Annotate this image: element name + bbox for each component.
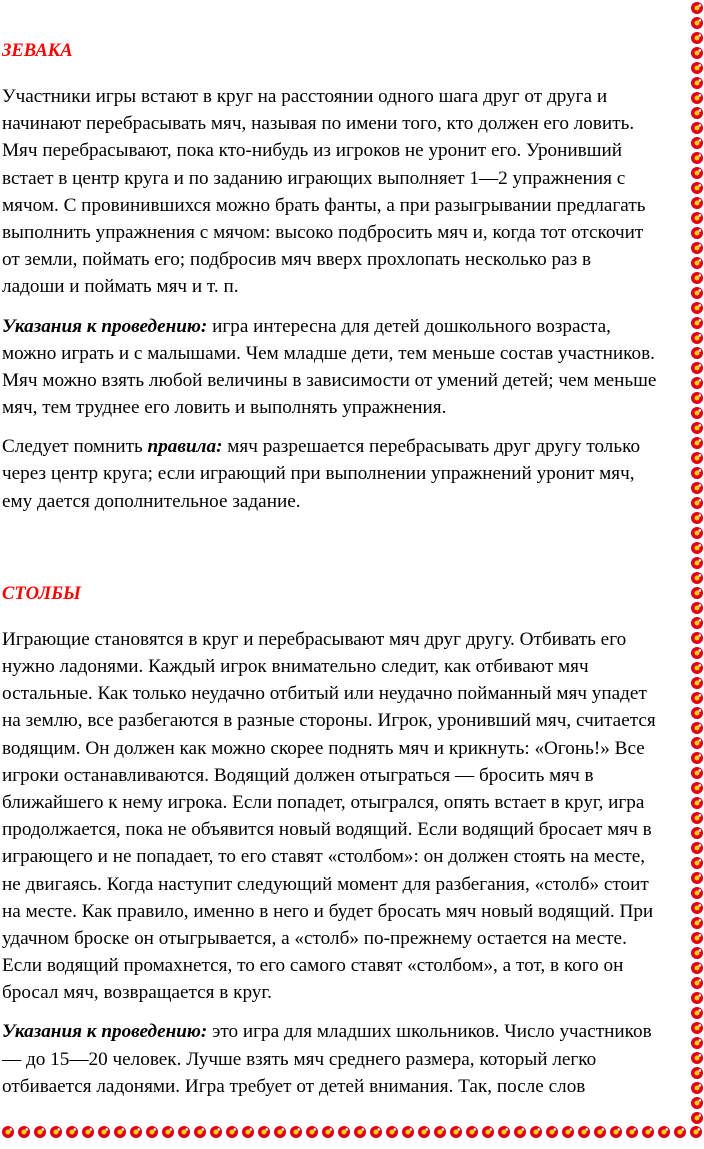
flower-icon bbox=[178, 1126, 190, 1138]
flower-icon bbox=[691, 242, 703, 254]
flower-icon bbox=[691, 407, 703, 419]
flower-icon bbox=[691, 122, 703, 134]
text-line: мячом. С провинившихся можно брать фанты, а при разыгрывании предлагать bbox=[2, 194, 646, 216]
text-line: играющего и не попадает, то его ставят «столбом»: он должен стоять на месте, bbox=[2, 846, 646, 868]
flower-icon bbox=[691, 302, 703, 314]
section-title-zevaka: ЗЕВАКА bbox=[2, 41, 73, 61]
flower-icon bbox=[691, 92, 703, 104]
flower-icon bbox=[114, 1126, 126, 1138]
flower-icon bbox=[691, 1052, 703, 1064]
flower-icon bbox=[691, 992, 703, 1004]
flower-icon bbox=[290, 1126, 302, 1138]
flower-icon bbox=[258, 1126, 270, 1138]
flower-icon bbox=[691, 47, 703, 59]
flower-icon bbox=[691, 977, 703, 989]
flower-icon bbox=[691, 422, 703, 434]
flower-icon bbox=[498, 1126, 510, 1138]
flower-icon bbox=[691, 692, 703, 704]
flower-icon bbox=[691, 392, 703, 404]
flower-icon bbox=[691, 917, 703, 929]
flower-icon bbox=[691, 947, 703, 959]
flower-icon bbox=[691, 722, 703, 734]
section-title-stolby: СТОЛБЫ bbox=[2, 583, 81, 604]
flower-icon bbox=[691, 857, 703, 869]
flower-icon bbox=[691, 2, 703, 14]
flower-icon bbox=[691, 902, 703, 914]
flower-icon bbox=[691, 527, 703, 539]
text-line: водящим. Он должен как можно скорее поднять мяч и крикнуть: «Огонь!» Все bbox=[2, 737, 645, 759]
flower-icon bbox=[691, 1007, 703, 1019]
flower-icon bbox=[691, 887, 703, 899]
flower-icon bbox=[50, 1126, 62, 1138]
flower-icon bbox=[691, 512, 703, 524]
flower-icon bbox=[691, 257, 703, 269]
flower-icon bbox=[338, 1126, 350, 1138]
flower-icon bbox=[691, 1067, 703, 1079]
flower-icon bbox=[642, 1126, 654, 1138]
flower-icon bbox=[466, 1126, 478, 1138]
text-line: Мяч перебрасывают, пока кто-нибудь из игроков не уронит его. Уронивший bbox=[2, 140, 623, 162]
flower-icon bbox=[691, 632, 703, 644]
flower-icon bbox=[691, 182, 703, 194]
flower-icon bbox=[514, 1126, 526, 1138]
flower-icon bbox=[226, 1126, 238, 1138]
text-line: нужно ладонями. Каждый игрок внимательно следит, как отбивают мяч bbox=[2, 656, 589, 677]
flower-icon bbox=[691, 827, 703, 839]
flower-icon bbox=[691, 932, 703, 944]
flower-icon bbox=[691, 767, 703, 779]
flower-icon bbox=[578, 1126, 590, 1138]
flower-icon bbox=[130, 1126, 142, 1138]
text-fragment: игра интересна для детей дошкольного возраста, bbox=[207, 315, 611, 337]
flower-icon bbox=[674, 1126, 686, 1138]
flower-icon bbox=[691, 77, 703, 89]
section2-paragraph-rules bbox=[2, 626, 694, 1007]
flower-icon bbox=[691, 482, 703, 494]
text-line: Играющие становятся в круг и перебрасывают мяч друг другу. Отбивать его bbox=[2, 628, 627, 650]
flower-icon bbox=[691, 572, 703, 584]
text-line: мяч, тем труднее его ловить и выполнять упражнения. bbox=[2, 397, 447, 419]
flower-icon bbox=[691, 752, 703, 764]
flower-icon bbox=[194, 1126, 206, 1138]
flower-icon bbox=[691, 557, 703, 569]
flower-icon bbox=[691, 707, 703, 719]
text-line: Если водящий промахнется, то его самого ставят «столбом», а тот, в кого он bbox=[2, 955, 624, 977]
flower-icon bbox=[691, 677, 703, 689]
text-line: от земли, поймать его; подбросив мяч вверх прохлопать несколько раз в bbox=[2, 249, 592, 271]
flower-icon bbox=[66, 1126, 78, 1138]
section2-paragraph-instructions bbox=[2, 1018, 694, 1100]
text-line: бросал мяч, возвращается в круг. bbox=[2, 982, 272, 1004]
flower-icon bbox=[691, 497, 703, 509]
text-line bbox=[2, 433, 694, 460]
text-line: можно играть и с малышами. Чем младше дети, тем меньше состав участников. bbox=[2, 342, 655, 364]
flower-icon bbox=[18, 1126, 30, 1138]
section1-paragraph-rules-reminder bbox=[2, 433, 694, 515]
instructions-label: Указания к проведению: bbox=[2, 1021, 208, 1043]
flower-icon bbox=[691, 332, 703, 344]
flower-icon bbox=[626, 1126, 638, 1138]
text-line: встает в центр круга и по заданию играющих выполняет 1—2 упражнения с bbox=[2, 167, 626, 189]
flower-icon bbox=[242, 1126, 254, 1138]
flower-icon bbox=[691, 587, 703, 599]
flower-icon bbox=[691, 167, 703, 179]
flower-icon bbox=[691, 737, 703, 749]
document-body bbox=[2, 38, 694, 1100]
text-line: выполнить упражнения с мячом: высоко подбросить мяч и, когда тот отскочит bbox=[2, 221, 644, 243]
flower-icon bbox=[691, 32, 703, 44]
flower-icon bbox=[691, 842, 703, 854]
flower-icon bbox=[34, 1126, 46, 1138]
flower-icon bbox=[691, 662, 703, 674]
flower-icon bbox=[274, 1126, 286, 1138]
text-line: через центр круга; если играющий при выполнении упражнений уронит мяч, bbox=[2, 463, 635, 485]
text-line: Мяч можно взять любой величины в зависимости от умений детей; чем меньше bbox=[2, 369, 657, 391]
flower-icon bbox=[691, 317, 703, 329]
text-line: на землю, все разбегаются в разные стороны. Игрок, уронивший мяч, считается bbox=[2, 710, 656, 732]
flower-icon bbox=[691, 107, 703, 119]
flower-icon bbox=[691, 782, 703, 794]
text-line: Участники игры встают в круг на расстоянии одного шага друг от друга и bbox=[2, 86, 608, 107]
text-line: остальные. Как только неудачно отбитый или неудачно пойманный мяч упадет bbox=[2, 683, 647, 705]
flower-icon bbox=[610, 1126, 622, 1138]
text-line: не двигаясь. Когда наступит следующий момент для разбегания, «столб» стоит bbox=[2, 873, 649, 895]
flower-icon bbox=[450, 1126, 462, 1138]
flower-icon bbox=[691, 287, 703, 299]
text-line: игроки останавливаются. Водящий должен отыграться — бросить мяч в bbox=[2, 764, 594, 786]
flower-icon bbox=[691, 17, 703, 29]
text-line: ему дается дополнительное задание. bbox=[2, 490, 301, 512]
flower-icon bbox=[98, 1126, 110, 1138]
flower-icon bbox=[691, 197, 703, 209]
text-fragment: Следует помнить bbox=[2, 436, 148, 458]
flower-icon bbox=[691, 62, 703, 74]
flower-icon bbox=[691, 602, 703, 614]
flower-icon bbox=[146, 1126, 158, 1138]
flower-icon bbox=[691, 872, 703, 884]
text-line: отбивается ладонями. Игра требует от детей внимания. Так, после слов bbox=[2, 1075, 586, 1097]
text-line: на месте. Как правило, именно в него и будет бросать мяч новый водящий. При bbox=[2, 900, 654, 922]
flower-icon bbox=[691, 1037, 703, 1049]
instructions-label: Указания к проведению: bbox=[2, 315, 208, 337]
flower-icon bbox=[530, 1126, 542, 1138]
flower-icon bbox=[691, 617, 703, 629]
flower-icon bbox=[546, 1126, 558, 1138]
section1-paragraph-instructions bbox=[2, 313, 694, 422]
text-line: — до 15—20 человек. Лучше взять мяч среднего размера, который легко bbox=[2, 1048, 597, 1070]
flower-icon bbox=[2, 1126, 14, 1138]
flower-icon bbox=[691, 1022, 703, 1034]
text-line: продолжается, пока не объявится новый водящий. Если водящий бросает мяч в bbox=[2, 819, 652, 841]
rules-label: правила: bbox=[147, 436, 223, 458]
text-line: ладоши и поймать мяч и т. п. bbox=[2, 276, 239, 298]
flower-icon bbox=[691, 152, 703, 164]
flower-icon bbox=[691, 227, 703, 239]
flower-icon bbox=[691, 467, 703, 479]
flower-icon bbox=[691, 1097, 703, 1109]
flower-icon bbox=[691, 377, 703, 389]
section1-paragraph-rules bbox=[2, 83, 694, 301]
flower-icon bbox=[691, 797, 703, 809]
text-line: ближайшего к нему игрока. Если попадет, отыгрался, опять встает в круг, игра bbox=[2, 791, 645, 813]
text-line bbox=[2, 313, 694, 340]
flower-icon bbox=[386, 1126, 398, 1138]
flower-icon bbox=[306, 1126, 318, 1138]
flower-icon bbox=[691, 362, 703, 374]
flower-border-bottom-icon bbox=[0, 1120, 704, 1142]
flower-icon bbox=[354, 1126, 366, 1138]
flower-icon bbox=[82, 1126, 94, 1138]
flower-icon bbox=[210, 1126, 222, 1138]
flower-icon bbox=[482, 1126, 494, 1138]
flower-icon bbox=[691, 647, 703, 659]
flower-icon bbox=[691, 347, 703, 359]
flower-icon bbox=[562, 1126, 574, 1138]
text-fragment: мяч разрешается перебрасывать друг другу только bbox=[222, 436, 641, 458]
flower-icon bbox=[691, 137, 703, 149]
flower-icon bbox=[690, 1126, 702, 1138]
text-line: начинают перебрасывать мяч, называя по имени того, кто должен его ловить. bbox=[2, 113, 635, 135]
flower-icon bbox=[370, 1126, 382, 1138]
flower-icon bbox=[658, 1126, 670, 1138]
flower-icon bbox=[418, 1126, 430, 1138]
flower-icon bbox=[691, 212, 703, 224]
flower-icon bbox=[691, 452, 703, 464]
flower-icon bbox=[691, 272, 703, 284]
flower-icon bbox=[691, 1082, 703, 1094]
flower-icon bbox=[322, 1126, 334, 1138]
flower-icon bbox=[691, 437, 703, 449]
flower-border-right-icon bbox=[689, 0, 704, 1130]
text-line: удачном броске он отыгрывается, а «столб» по-прежнему остается на месте. bbox=[2, 927, 627, 949]
text-line bbox=[2, 1018, 694, 1045]
flower-icon bbox=[434, 1126, 446, 1138]
flower-icon bbox=[162, 1126, 174, 1138]
flower-icon bbox=[402, 1126, 414, 1138]
flower-icon bbox=[691, 542, 703, 554]
flower-icon bbox=[691, 962, 703, 974]
flower-icon bbox=[594, 1126, 606, 1138]
flower-icon bbox=[691, 812, 703, 824]
text-fragment: это игра для младших школьников. Число участников bbox=[207, 1021, 652, 1043]
